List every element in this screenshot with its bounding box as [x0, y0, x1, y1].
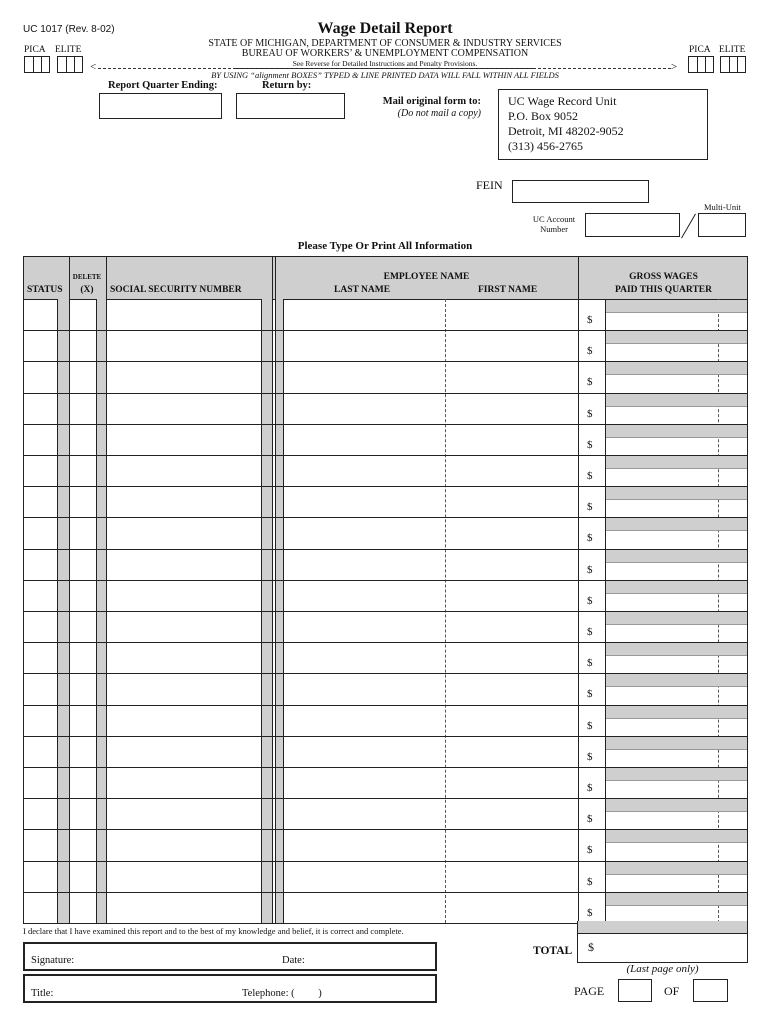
- last-name-cell[interactable]: [284, 862, 445, 892]
- dollar-sign: $: [587, 844, 593, 857]
- gross-wages-cell[interactable]: [606, 737, 718, 767]
- cents-cell[interactable]: [719, 456, 747, 486]
- first-name-cell[interactable]: [446, 518, 578, 548]
- please-type-note: Please Type Or Print All Information: [297, 240, 473, 252]
- last-name-cell[interactable]: [284, 581, 445, 611]
- col-ssn: SOCIAL SECURITY NUMBER: [110, 285, 242, 295]
- gross-wages-cell[interactable]: [606, 612, 718, 642]
- gross-wages-cell[interactable]: [606, 518, 718, 548]
- dollar-sign: $: [587, 314, 593, 326]
- table-row: [24, 486, 747, 517]
- agency-line-1: STATE OF MICHIGAN, DEPARTMENT OF CONSUMER & INDUSTRY SERVICES: [208, 38, 562, 49]
- table-row: [24, 767, 747, 798]
- form-id: UC 1017 (Rev. 8-02): [23, 24, 115, 35]
- first-name-cell[interactable]: [446, 830, 578, 860]
- delete-cell[interactable]: [70, 487, 96, 517]
- cents-cell[interactable]: [719, 768, 747, 798]
- uc-account-label-1: UC Account: [532, 214, 576, 224]
- ssn-cell[interactable]: [107, 830, 261, 860]
- last-name-cell[interactable]: [284, 394, 445, 424]
- status-cell[interactable]: [24, 362, 57, 392]
- status-cell[interactable]: [24, 862, 57, 892]
- elite-alignment-box-right: [720, 56, 746, 73]
- last-name-cell[interactable]: [284, 425, 445, 455]
- first-name-cell[interactable]: [446, 362, 578, 392]
- elite-label-left: ELITE: [55, 45, 82, 55]
- ssn-cell[interactable]: [107, 862, 261, 892]
- delete-cell[interactable]: [70, 893, 96, 923]
- cents-cell[interactable]: [719, 799, 747, 829]
- dollar-sign: $: [587, 719, 593, 732]
- col-first-name: FIRST NAME: [478, 285, 538, 295]
- last-name-cell[interactable]: [284, 550, 445, 580]
- delete-cell[interactable]: [70, 674, 96, 704]
- first-name-cell[interactable]: [446, 768, 578, 798]
- table-row: [24, 455, 747, 486]
- status-cell[interactable]: [24, 706, 57, 736]
- gross-wages-cell[interactable]: [606, 456, 718, 486]
- table-row: [24, 798, 747, 829]
- status-cell[interactable]: [24, 768, 57, 798]
- first-name-cell[interactable]: [446, 425, 578, 455]
- last-name-cell[interactable]: [284, 768, 445, 798]
- dollar-sign: $: [587, 782, 593, 794]
- gross-wages-cell[interactable]: [606, 581, 718, 611]
- col-delete-line1: DELETE: [72, 273, 102, 281]
- ssn-cell[interactable]: [107, 799, 261, 829]
- dollar-sign: $: [587, 750, 593, 763]
- ssn-cell[interactable]: [107, 737, 261, 767]
- last-name-cell[interactable]: [284, 456, 445, 486]
- delete-cell[interactable]: [70, 799, 96, 829]
- cents-cell[interactable]: [719, 706, 747, 736]
- cents-cell[interactable]: [719, 643, 747, 673]
- last-name-cell[interactable]: [284, 300, 445, 330]
- delete-cell[interactable]: [70, 862, 96, 892]
- dollar-sign: $: [587, 345, 593, 358]
- table-row: [24, 736, 747, 767]
- status-cell[interactable]: [24, 737, 57, 767]
- last-name-cell[interactable]: [284, 737, 445, 767]
- cents-cell[interactable]: [719, 518, 747, 548]
- first-name-cell[interactable]: [446, 331, 578, 361]
- status-cell[interactable]: [24, 830, 57, 860]
- ssn-cell[interactable]: [107, 487, 261, 517]
- ssn-cell[interactable]: [107, 362, 261, 392]
- ssn-cell[interactable]: [107, 612, 261, 642]
- col-last-name: LAST NAME: [334, 285, 391, 295]
- last-name-cell[interactable]: [284, 518, 445, 548]
- total-label: TOTAL: [533, 945, 573, 957]
- delete-cell[interactable]: [70, 768, 96, 798]
- telephone-label: Telephone: ( ): [242, 988, 322, 999]
- cents-cell[interactable]: [719, 830, 747, 860]
- cents-cell[interactable]: [719, 737, 747, 767]
- gross-wages-cell[interactable]: [606, 550, 718, 580]
- dollar-sign: $: [587, 906, 593, 919]
- uc-account-slash: [681, 214, 696, 239]
- col-delete-line2: (X): [80, 285, 94, 295]
- return-by-field[interactable]: [236, 93, 345, 119]
- status-cell[interactable]: [24, 394, 57, 424]
- wage-table: [23, 256, 748, 924]
- first-name-cell[interactable]: [446, 737, 578, 767]
- multi-unit-field[interactable]: [698, 213, 746, 237]
- dollar-sign: $: [587, 688, 593, 701]
- table-row: [24, 299, 747, 330]
- table-row: [24, 517, 747, 548]
- ssn-cell[interactable]: [107, 674, 261, 704]
- ssn-cell[interactable]: [107, 893, 261, 923]
- ssn-cell[interactable]: [107, 456, 261, 486]
- instructions-note: See Reverse for Detailed Instructions and Penalty Provisions.: [235, 59, 535, 69]
- table-row: [24, 393, 747, 424]
- cents-cell[interactable]: [719, 893, 747, 923]
- delete-cell[interactable]: [70, 643, 96, 673]
- delete-cell[interactable]: [70, 456, 96, 486]
- first-name-cell[interactable]: [446, 581, 578, 611]
- table-row: [24, 829, 747, 860]
- page-number-field[interactable]: [618, 979, 652, 1002]
- multi-unit-label: Multi-Unit: [704, 202, 741, 212]
- ssn-cell[interactable]: [107, 768, 261, 798]
- status-cell[interactable]: [24, 893, 57, 923]
- last-name-cell[interactable]: [284, 674, 445, 704]
- status-cell[interactable]: [24, 643, 57, 673]
- status-cell[interactable]: [24, 518, 57, 548]
- ssn-cell[interactable]: [107, 425, 261, 455]
- delete-cell[interactable]: [70, 737, 96, 767]
- report-quarter-label: Report Quarter Ending:: [108, 80, 218, 91]
- status-cell[interactable]: [24, 674, 57, 704]
- status-cell[interactable]: [24, 331, 57, 361]
- table-row: [24, 892, 747, 923]
- elite-label-right: ELITE: [719, 45, 746, 55]
- of-label: OF: [664, 984, 680, 998]
- delete-cell[interactable]: [70, 581, 96, 611]
- first-name-cell[interactable]: [446, 674, 578, 704]
- ssn-cell[interactable]: [107, 394, 261, 424]
- dollar-sign: $: [587, 563, 593, 576]
- form-title: Wage Detail Report: [317, 20, 453, 37]
- pica-label-left: PICA: [24, 45, 46, 55]
- delete-cell[interactable]: [70, 612, 96, 642]
- first-name-cell[interactable]: [446, 300, 578, 330]
- last-name-cell[interactable]: [284, 612, 445, 642]
- ssn-cell[interactable]: [107, 550, 261, 580]
- delete-cell[interactable]: [70, 425, 96, 455]
- last-name-cell[interactable]: [284, 362, 445, 392]
- gross-wages-cell[interactable]: [606, 799, 718, 829]
- cents-cell[interactable]: [719, 581, 747, 611]
- mail-to-label: Mail original form to:: [382, 96, 481, 107]
- first-name-cell[interactable]: [446, 862, 578, 892]
- gross-wages-cell[interactable]: [606, 706, 718, 736]
- delete-cell[interactable]: [70, 300, 96, 330]
- alignment-note: BY USING “alignment BOXES” TYPED & LINE PRINTED DATA WILL FALL WITHIN ALL FIELDS: [211, 70, 559, 80]
- ssn-cell[interactable]: [107, 518, 261, 548]
- last-page-only-note: (Last page only): [626, 963, 699, 975]
- first-name-cell[interactable]: [446, 893, 578, 923]
- uc-account-label-2: Number: [540, 224, 568, 234]
- table-row: [24, 705, 747, 736]
- gross-wages-cell[interactable]: [606, 487, 718, 517]
- status-cell[interactable]: [24, 425, 57, 455]
- address-line-1: UC Wage Record Unit: [508, 94, 617, 108]
- status-cell[interactable]: [24, 581, 57, 611]
- title-label: Title:: [31, 988, 54, 999]
- mailing-address-box: [498, 89, 708, 160]
- alignment-dashed-line: [98, 68, 671, 69]
- dollar-sign: $: [587, 376, 593, 389]
- first-name-cell[interactable]: [446, 394, 578, 424]
- col-status: STATUS: [27, 285, 63, 295]
- gross-wages-cell[interactable]: [606, 300, 718, 330]
- title-telephone-box[interactable]: [23, 974, 437, 1003]
- delete-cell[interactable]: [70, 331, 96, 361]
- status-cell[interactable]: [24, 550, 57, 580]
- return-by-label: Return by:: [262, 80, 312, 91]
- total-gray-band: [578, 921, 747, 933]
- table-row: [24, 361, 747, 392]
- table-row: [24, 642, 747, 673]
- delete-cell[interactable]: [70, 394, 96, 424]
- cents-cell[interactable]: [719, 331, 747, 361]
- last-name-cell[interactable]: [284, 487, 445, 517]
- address-line-4: (313) 456-2765: [508, 139, 583, 153]
- gross-wages-cell[interactable]: [606, 394, 718, 424]
- last-name-cell[interactable]: [284, 830, 445, 860]
- dollar-sign: $: [587, 594, 593, 607]
- first-name-cell[interactable]: [446, 550, 578, 580]
- status-cell[interactable]: [24, 487, 57, 517]
- alignment-arrow-left: <: [90, 61, 97, 73]
- ssn-cell[interactable]: [107, 300, 261, 330]
- ssn-cell[interactable]: [107, 331, 261, 361]
- delete-cell[interactable]: [70, 518, 96, 548]
- status-cell[interactable]: [24, 799, 57, 829]
- cents-cell[interactable]: [719, 674, 747, 704]
- pica-alignment-box-right: [688, 56, 714, 73]
- gross-wages-cell[interactable]: [606, 893, 718, 923]
- dollar-sign: $: [587, 501, 593, 514]
- gross-wages-cell[interactable]: [606, 830, 718, 860]
- cents-cell[interactable]: [719, 550, 747, 580]
- uc-account-field[interactable]: [585, 213, 680, 237]
- fein-label: FEIN: [476, 178, 503, 192]
- gross-wages-cell[interactable]: [606, 862, 718, 892]
- last-name-cell[interactable]: [284, 893, 445, 923]
- last-name-cell[interactable]: [284, 706, 445, 736]
- first-name-cell[interactable]: [446, 706, 578, 736]
- address-line-3: Detroit, MI 48202-9052: [508, 124, 624, 138]
- dollar-sign: $: [587, 532, 593, 545]
- table-row: [24, 611, 747, 642]
- status-cell[interactable]: [24, 300, 57, 330]
- delete-cell[interactable]: [70, 706, 96, 736]
- agency-line-2: BUREAU OF WORKERS’ & UNEMPLOYMENT COMPENSATION: [241, 48, 529, 59]
- table-row: [24, 330, 747, 361]
- delete-cell[interactable]: [70, 550, 96, 580]
- dollar-sign: $: [587, 657, 593, 670]
- address-line-2: P.O. Box 9052: [508, 109, 579, 123]
- delete-cell[interactable]: [70, 830, 96, 860]
- first-name-cell[interactable]: [446, 456, 578, 486]
- cents-cell[interactable]: [719, 300, 747, 330]
- dollar-sign: $: [587, 470, 593, 482]
- cents-cell[interactable]: [719, 425, 747, 455]
- total-wages-field[interactable]: [600, 934, 745, 961]
- ssn-cell[interactable]: [107, 581, 261, 611]
- total-wages-box: [577, 921, 748, 963]
- cents-cell[interactable]: [719, 487, 747, 517]
- pica-alignment-box-left: [24, 56, 50, 73]
- cents-cell[interactable]: [719, 362, 747, 392]
- date-label: Date:: [282, 955, 305, 966]
- gross-wages-cell[interactable]: [606, 674, 718, 704]
- cents-cell[interactable]: [719, 862, 747, 892]
- gross-wages-cell[interactable]: [606, 643, 718, 673]
- dollar-sign: $: [587, 875, 593, 888]
- declaration-text: I declare that I have examined this report and to the best of my knowledge and belief, it is correct and complete.: [23, 926, 404, 936]
- dollar-sign: $: [587, 813, 593, 826]
- ssn-cell[interactable]: [107, 706, 261, 736]
- table-row: [24, 673, 747, 704]
- signature-label: Signature:: [31, 955, 75, 966]
- mail-note: (Do not mail a copy): [397, 108, 481, 119]
- cents-cell[interactable]: [719, 612, 747, 642]
- first-name-cell[interactable]: [446, 487, 578, 517]
- first-name-cell[interactable]: [446, 643, 578, 673]
- pica-label-right: PICA: [689, 45, 711, 55]
- table-row: [24, 861, 747, 892]
- fein-field[interactable]: [512, 180, 649, 203]
- gross-wages-cell[interactable]: [606, 331, 718, 361]
- total-dollar-sign: $: [588, 940, 594, 954]
- signature-box[interactable]: [23, 942, 437, 971]
- status-cell[interactable]: [24, 456, 57, 486]
- gross-wages-cell[interactable]: [606, 362, 718, 392]
- last-name-cell[interactable]: [284, 799, 445, 829]
- dollar-sign: $: [587, 407, 593, 420]
- status-cell[interactable]: [24, 612, 57, 642]
- first-name-cell[interactable]: [446, 612, 578, 642]
- gross-wages-cell[interactable]: [606, 768, 718, 798]
- dollar-sign: $: [587, 438, 593, 451]
- col-employee-name: EMPLOYEE NAME: [383, 272, 470, 282]
- gross-wages-cell[interactable]: [606, 425, 718, 455]
- delete-cell[interactable]: [70, 362, 96, 392]
- first-name-cell[interactable]: [446, 799, 578, 829]
- col-gross-wages-line2: PAID THIS QUARTER: [615, 285, 712, 295]
- page-total-field[interactable]: [693, 979, 728, 1002]
- alignment-arrow-right: >: [671, 61, 678, 73]
- last-name-cell[interactable]: [284, 331, 445, 361]
- table-row: [24, 580, 747, 611]
- col-gross-wages-line1: GROSS WAGES: [629, 272, 698, 282]
- ssn-cell[interactable]: [107, 643, 261, 673]
- table-row: [24, 424, 747, 455]
- table-row: [24, 549, 747, 580]
- dollar-sign: $: [587, 626, 593, 638]
- report-quarter-field[interactable]: [99, 93, 222, 119]
- elite-alignment-box-left: [57, 56, 83, 73]
- cents-cell[interactable]: [719, 394, 747, 424]
- last-name-cell[interactable]: [284, 643, 445, 673]
- page-label: PAGE: [574, 984, 605, 998]
